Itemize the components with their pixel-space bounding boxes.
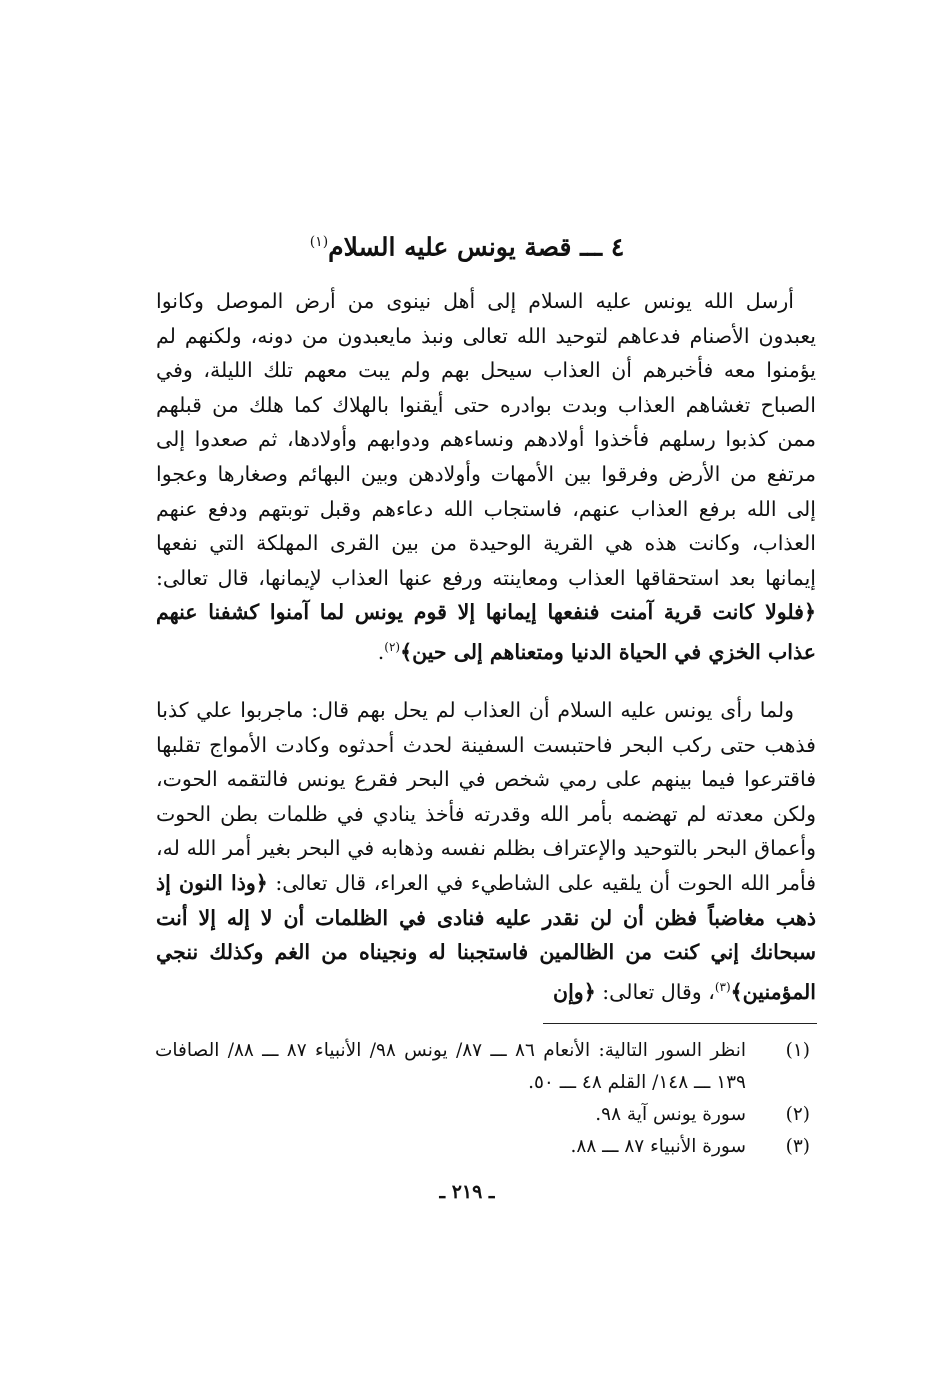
- footnote-item: [155, 1035, 810, 1099]
- footnote-number: (١): [785, 1040, 810, 1061]
- paragraph-1-tail: .: [377, 639, 385, 664]
- quran-verse-start: ﴿وإن: [553, 979, 596, 1004]
- footnote-item: [155, 1131, 810, 1163]
- footnote-item: [155, 1099, 810, 1131]
- paragraph-1: [156, 284, 816, 669]
- quran-verse: ﴿فلولا كانت قرية آمنت فنفعها إيمانها إلا قوم يونس لما آمنوا كشفنا عنهم عذاب الخزي في الحياة الدنيا ومتعناهم إلى حين﴾: [156, 600, 816, 664]
- footnote-text: سورة الأنبياء ٨٧ ـــ ٨٨.: [570, 1136, 746, 1157]
- paragraph-1-text: أرسل الله يونس عليه السلام إلى أهل نينوى من أرض الموصل وكانوا يعبدون الأصنام فدعاهم لتوحيد الله تعالى ونبذ مايعبدون من دونه، ولكنهم لم يؤمنوا معه فأخبرهم أن العذاب سيحل بهم ولم يبت معهم تلك الليلة، وفي الصباح تغشاهم العذاب وبدت بوادره حتى أيقنوا بالهلاك كما هلك من قبلهم ممن كذبوا رسلهم فأخذوا أولادهم ونساءهم ودوابهم وأولادها، ثم صعدوا إلى مرتفع من الأرض وفرقوا بين الأمهات وأولادهن وبين البهائم وصغارها وعجوا إلى الله برفع العذاب عنهم، فاستجاب الله دعاءهم وقبل توبتهم ودفع عنهم العذاب، وكانت هذه هي القرية الوحيدة من بين القرى المهلكة التي نفعها إيمانها بعد استحقاقها العذاب ومعاينته ورفع عنها العذاب لإيمانها، قال تعالى:: [156, 289, 816, 590]
- paragraph-2-middle: ، وقال تعالى:: [595, 979, 715, 1004]
- footnote-ref: (٢): [384, 639, 401, 654]
- chapter-dash: ـــ: [580, 232, 603, 262]
- chapter-title-text: قصة يونس عليه السلام: [328, 232, 572, 262]
- page-number: ـ ٢١٩ ـ: [439, 1181, 495, 1203]
- footnote-text: انظر السور التالية: الأنعام ٨٦ ـــ ٨٧/ يونس ٩٨/ الأنبياء ٨٧ ـــ ٨٨/ الصافات ١٣٩ ـــ ١٤٨/ القلم ٤٨ ـــ ٥٠.: [155, 1040, 746, 1093]
- footnote-number: (٣): [785, 1136, 810, 1157]
- chapter-number: ٤: [610, 232, 625, 262]
- footnote-divider: [543, 1023, 817, 1024]
- paragraph-2-text: ولما رأى يونس عليه السلام أن العذاب لم يحل بهم قال: ماجربوا علي كذبا فذهب حتى ركب البحر فاحتبست السفينة لحدث أحدثوه وكادت الأمواج تقلبها فاقترعوا فيما بينهم على رمي شخص في البحر فقرع يونس فالتقمه الحوت، ولكن معدته لم تهضمه بأمر الله وقدرته فأخذ ينادي في ظلمات بطن الحوت وأعماق البحر بالتوحيد والإعتراف بظلم نفسه وذهابه في البحر بغير أمر الله له، فأمر الله الحوت أن يلقيه على الشاطيء في العراء، قال تعالى:: [156, 698, 817, 895]
- paragraph-2: [156, 693, 816, 1009]
- footnote-ref: (١): [309, 234, 329, 250]
- quran-verse: ﴿وذا النون إذ ذهب مغاضباً فظن أن لن نقدر عليه فنادى في الظلمات أن لا إله إلا أنت سبحانك إني كنت من الظالمين فاستجبنا له ونجيناه من الغم وكذلك ننجي المؤمنين﴾: [156, 870, 816, 1004]
- footnote-text: سورة يونس آية ٩٨.: [595, 1104, 746, 1125]
- footnote-number: (٢): [785, 1104, 810, 1125]
- footnote-ref: (٣): [714, 979, 731, 994]
- chapter-title: [150, 222, 784, 267]
- footnotes-list: [155, 1035, 810, 1163]
